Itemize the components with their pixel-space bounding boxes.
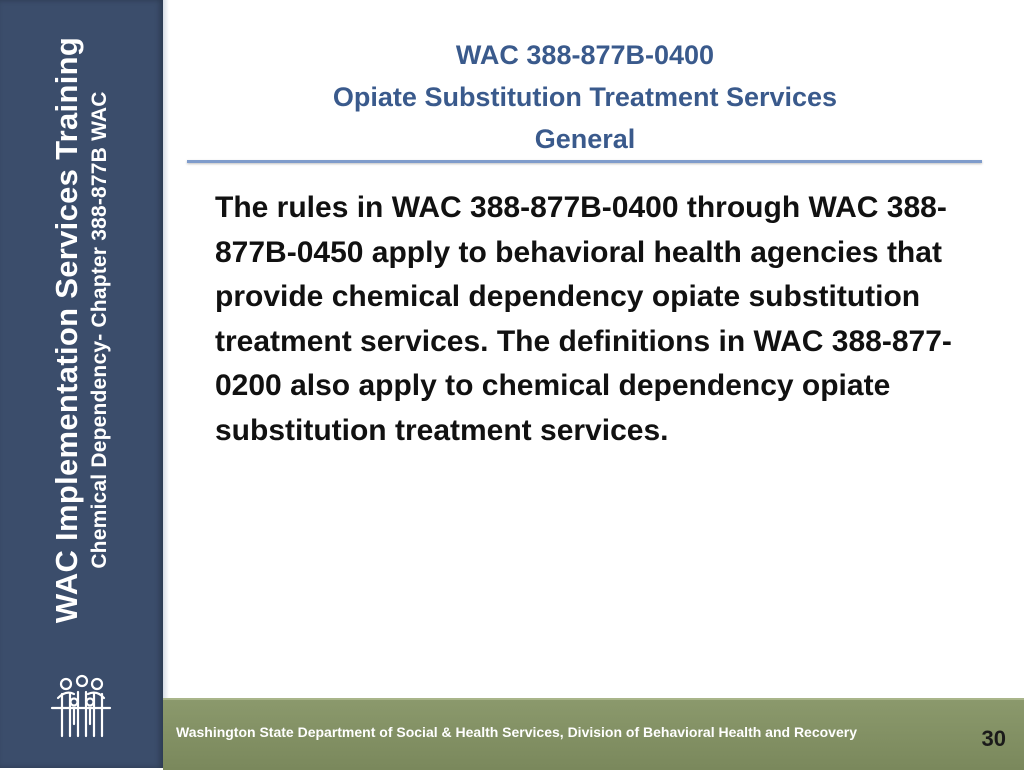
sidebar-subtitle: Chemical Dependency- Chapter 388-877B WAC: [88, 91, 111, 569]
footer-text: Washington State Department of Social & Health Services, Division of Behavioral Health and Recovery: [176, 724, 857, 740]
slide-body-text: The rules in WAC 388-877B-0400 through WAC 388-877B-0450 apply to behavioral health agencies that provide chemical dependency opiate substitution treatment services. The definitions in WAC 388-877-0200 also apply to chemical dependency opiate substitution treatment services.: [215, 191, 952, 447]
sidebar-title: WAC Implementation Services Training: [49, 36, 84, 624]
title-line-3: General: [534, 124, 636, 154]
sidebar-vertical-title: [47, 37, 113, 623]
family-people-icon: [46, 672, 116, 742]
sidebar-divider: [163, 0, 169, 698]
title-line-1: WAC 388-877B-0400: [455, 40, 715, 70]
slide-title: [190, 34, 980, 160]
title-divider: [187, 160, 982, 163]
title-line-2: Opiate Substitution Treatment Services: [332, 82, 838, 112]
sidebar: [0, 0, 163, 768]
footer-bar: [163, 698, 1024, 770]
page-number: 30: [981, 726, 1006, 751]
